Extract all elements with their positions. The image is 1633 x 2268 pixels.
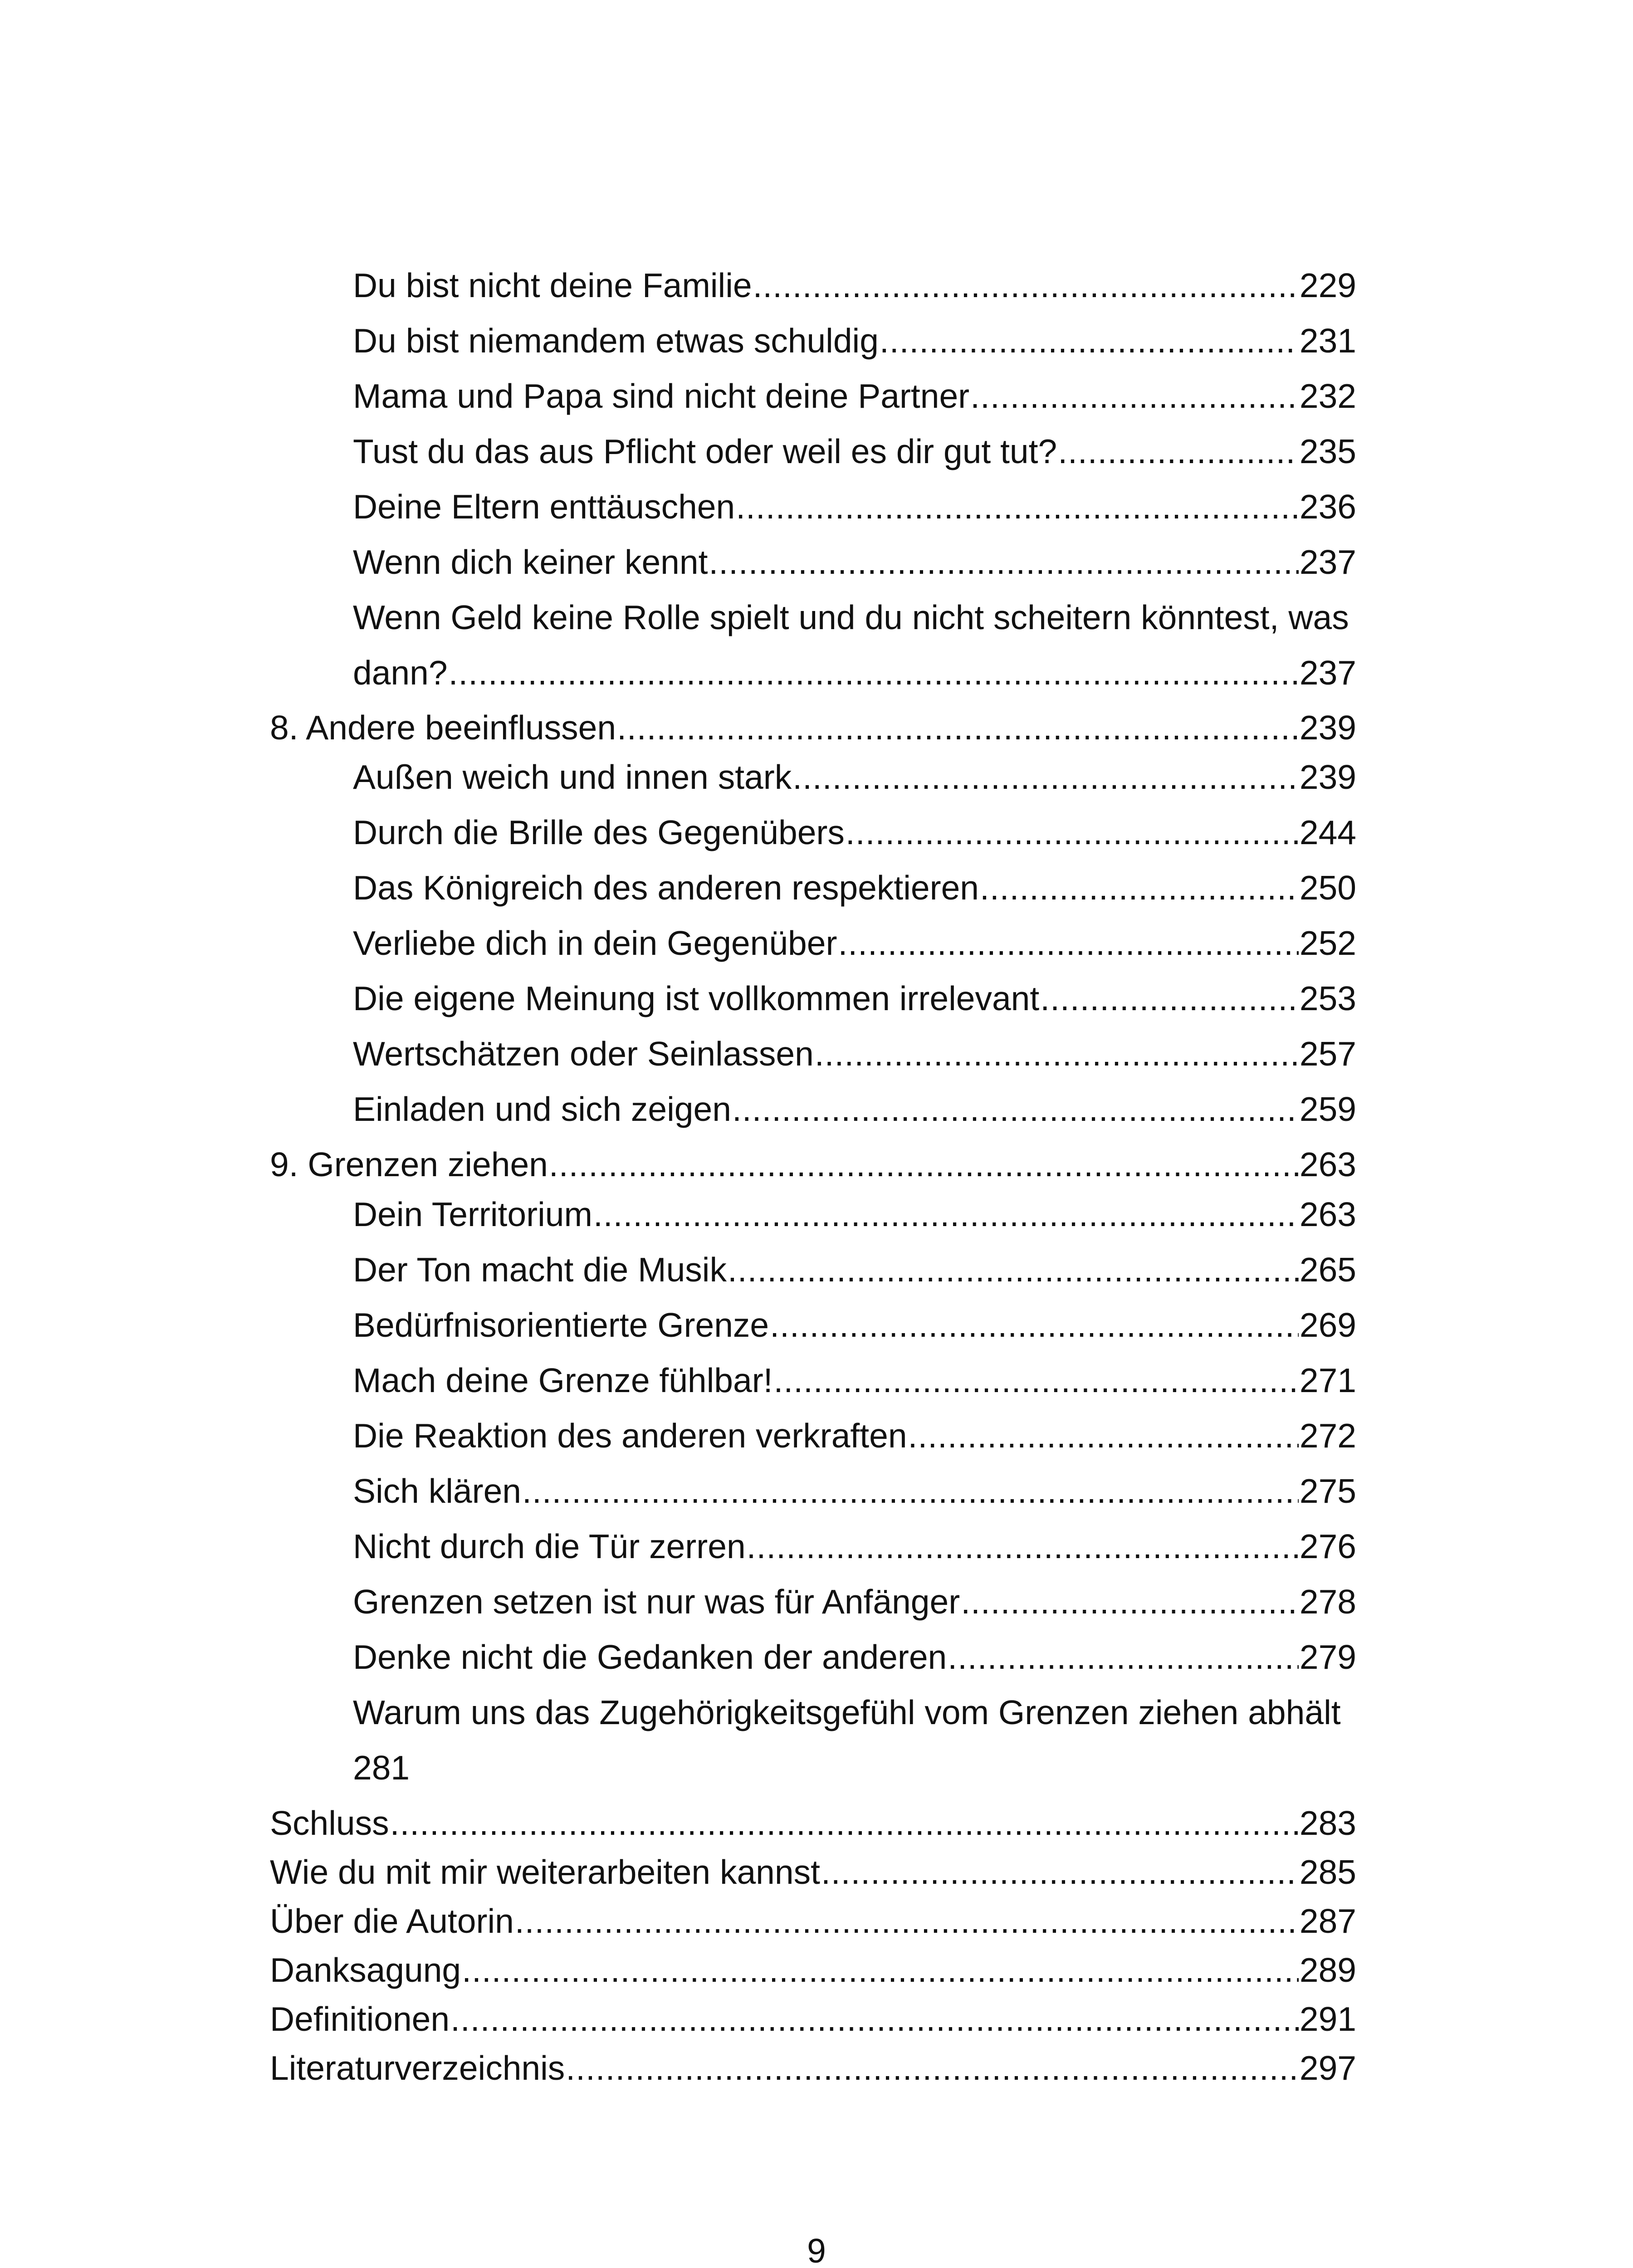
toc-entry-title: Grenzen setzen ist nur was für Anfänger bbox=[353, 1583, 960, 1621]
toc-dot-leader bbox=[815, 1037, 1299, 1071]
toc-entry-title: Das Königreich des anderen respektieren bbox=[353, 869, 979, 907]
toc-entry-page: 271 bbox=[1299, 1361, 1356, 1399]
toc-entry-title: Bedürfnisorientierte Grenze bbox=[353, 1306, 769, 1344]
toc-entry bbox=[353, 760, 1356, 794]
toc-entry-page: 235 bbox=[1299, 432, 1356, 470]
toc-entry-title: Wenn dich keiner kennt bbox=[353, 543, 708, 581]
toc-entry-page: 237 bbox=[1299, 543, 1356, 581]
toc-entry bbox=[353, 432, 1356, 470]
toc-entry bbox=[353, 490, 1356, 524]
toc-entry-page: 263 bbox=[1299, 1195, 1356, 1233]
toc-entry-page: 236 bbox=[1299, 488, 1356, 526]
toc-entry-page: 229 bbox=[1299, 266, 1356, 304]
toc-entry-title: Durch die Brille des Gegenübers bbox=[353, 813, 845, 851]
toc-entry-title: Dein Territorium bbox=[353, 1195, 592, 1233]
toc-dot-leader bbox=[770, 1308, 1299, 1342]
toc-entry bbox=[353, 926, 1356, 960]
toc-entry bbox=[353, 1585, 1356, 1619]
toc-entry bbox=[353, 813, 1356, 851]
toc-entry-page: 244 bbox=[1299, 813, 1356, 851]
toc-dot-leader bbox=[617, 711, 1299, 745]
toc-dot-leader bbox=[728, 1253, 1299, 1287]
toc-dot-leader bbox=[792, 760, 1299, 794]
toc-entry-page: 276 bbox=[1299, 1527, 1356, 1565]
toc-chapter bbox=[270, 2002, 1356, 2036]
toc-entry-title-line1: Warum uns das Zugehörigkeitsgefühl vom Grenzen ziehen abhält bbox=[353, 1693, 1341, 1731]
toc-entry-title: Du bist nicht deine Familie bbox=[353, 266, 752, 304]
toc-dot-leader bbox=[846, 816, 1299, 850]
toc-entry-title: Nicht durch die Tür zerren bbox=[353, 1527, 746, 1565]
toc-entry-title: Du bist niemandem etwas schuldig bbox=[353, 322, 879, 360]
toc-chapter-title: Schluss bbox=[270, 1804, 389, 1842]
toc-dot-leader bbox=[774, 1364, 1299, 1398]
toc-chapter bbox=[270, 1855, 1356, 1889]
toc-entry-page: 237 bbox=[1299, 654, 1356, 692]
toc-entry bbox=[353, 979, 1356, 1017]
toc-dot-leader bbox=[709, 545, 1298, 579]
toc-dot-leader bbox=[961, 1585, 1299, 1619]
toc-entry bbox=[353, 1361, 1356, 1399]
toc-chapter bbox=[270, 2051, 1356, 2085]
toc-chapter-title: Literaturverzeichnis bbox=[270, 2049, 565, 2087]
toc-entry-page: 285 bbox=[1299, 1853, 1356, 1891]
toc-entry bbox=[353, 656, 1356, 690]
toc-chapter bbox=[270, 1953, 1356, 1987]
toc-entry bbox=[353, 1253, 1356, 1287]
toc-chapter-title: Definitionen bbox=[270, 2000, 450, 2038]
toc-dot-leader bbox=[593, 1198, 1299, 1232]
toc-entry-title: Wertschätzen oder Seinlassen bbox=[353, 1035, 814, 1073]
toc-entry bbox=[353, 1092, 1356, 1126]
toc-entry bbox=[353, 266, 1356, 304]
page-number: 9 bbox=[807, 2232, 826, 2268]
toc-entry-wrapped-line bbox=[353, 1693, 1362, 1731]
toc-entry-page: 269 bbox=[1299, 1306, 1356, 1344]
toc-entry-title: Tust du das aus Pflicht oder weil es dir gut tut? bbox=[353, 432, 1057, 470]
toc-entry-title: Die Reaktion des anderen verkraften bbox=[353, 1417, 907, 1455]
toc-entry-title-line1: Wenn Geld keine Rolle spielt und du nicht scheitern könntest, was bbox=[353, 598, 1349, 636]
toc-entry-title: Deine Eltern enttäuschen bbox=[353, 488, 735, 526]
toc-entry-title: Einladen und sich zeigen bbox=[353, 1090, 731, 1128]
toc-entry-page: 283 bbox=[1299, 1804, 1356, 1842]
toc-dot-leader bbox=[449, 656, 1299, 690]
toc-entry-title-line2: dann? bbox=[353, 654, 448, 692]
toc-entry-page: 279 bbox=[1299, 1638, 1356, 1676]
toc-entry-page: 253 bbox=[1299, 979, 1356, 1017]
toc-entry bbox=[353, 1419, 1356, 1453]
toc-dot-leader bbox=[566, 2051, 1299, 2085]
toc-entry-title: Außen weich und innen stark bbox=[353, 758, 792, 796]
toc-dot-leader bbox=[908, 1419, 1299, 1453]
toc-chapter-title: Wie du mit mir weiterarbeiten kannst bbox=[270, 1853, 820, 1891]
toc-chapter bbox=[270, 1806, 1356, 1840]
toc-dot-leader bbox=[948, 1640, 1299, 1674]
toc-chapter bbox=[270, 1145, 1356, 1183]
toc-dot-leader bbox=[462, 1953, 1299, 1987]
toc-entry-title: Der Ton macht die Musik bbox=[353, 1251, 727, 1289]
toc-dot-leader bbox=[821, 1855, 1299, 1889]
toc-chapter-title: 9. Grenzen ziehen bbox=[270, 1145, 548, 1183]
toc-entry-page: 265 bbox=[1299, 1251, 1356, 1289]
toc-entry-page: 257 bbox=[1299, 1035, 1356, 1073]
toc-entry-page: 297 bbox=[1299, 2049, 1356, 2087]
toc-entry-page: 263 bbox=[1299, 1145, 1356, 1183]
toc-entry bbox=[353, 1474, 1356, 1508]
toc-entry-page: 287 bbox=[1299, 1902, 1356, 1940]
toc-entry-page: 250 bbox=[1299, 869, 1356, 907]
toc-chapter-title: Über die Autorin bbox=[270, 1902, 514, 1940]
toc-entry-page: 278 bbox=[1299, 1583, 1356, 1621]
toc-dot-leader bbox=[970, 379, 1299, 413]
toc-entry-page: 231 bbox=[1299, 322, 1356, 360]
toc-entry bbox=[353, 545, 1356, 579]
toc-entry-page: 289 bbox=[1299, 1951, 1356, 1989]
toc-entry-page: 252 bbox=[1299, 924, 1356, 962]
toc-dot-leader bbox=[522, 1474, 1299, 1508]
toc-entry bbox=[353, 1527, 1356, 1565]
toc-dot-leader bbox=[450, 2002, 1299, 2036]
toc-dot-leader bbox=[732, 1092, 1299, 1126]
toc-entry-page: 272 bbox=[1299, 1417, 1356, 1455]
toc-entry-title: Die eigene Meinung ist vollkommen irrelevant bbox=[353, 979, 1040, 1017]
toc-chapter-title: Danksagung bbox=[270, 1951, 461, 1989]
toc-dot-leader bbox=[838, 926, 1298, 960]
toc-dot-leader bbox=[549, 1148, 1299, 1182]
toc-dot-leader bbox=[390, 1806, 1299, 1840]
toc-dot-leader bbox=[1058, 435, 1299, 469]
toc-entry-page: 259 bbox=[1299, 1090, 1356, 1128]
toc-entry-title: Sich klären bbox=[353, 1472, 522, 1510]
toc-entry bbox=[353, 1751, 1356, 1785]
toc-dot-leader bbox=[736, 490, 1299, 524]
toc-entry bbox=[353, 1037, 1356, 1071]
toc-entry bbox=[353, 1195, 1356, 1233]
toc-chapter-title: 8. Andere beeinflussen bbox=[270, 709, 616, 747]
toc-dot-leader bbox=[515, 1904, 1299, 1938]
toc-entry bbox=[353, 379, 1356, 413]
toc-entry-title: Mama und Papa sind nicht deine Partner bbox=[353, 377, 970, 415]
toc-dot-leader bbox=[1040, 982, 1299, 1016]
toc-chapter bbox=[270, 711, 1356, 745]
toc-entry-page: 239 bbox=[1299, 758, 1356, 796]
toc-dot-leader bbox=[880, 324, 1299, 358]
toc-entry-wrapped-line bbox=[353, 598, 1362, 636]
toc-entry-title: Denke nicht die Gedanken der anderen bbox=[353, 1638, 947, 1676]
toc-dot-leader bbox=[980, 871, 1299, 905]
toc-entry-page: 239 bbox=[1299, 709, 1356, 747]
toc-entry bbox=[353, 1308, 1356, 1342]
toc-dot-leader bbox=[747, 1530, 1299, 1564]
toc-entry-title-line2: 281 bbox=[353, 1749, 410, 1787]
toc-entry-page: 291 bbox=[1299, 2000, 1356, 2038]
toc-entry bbox=[353, 324, 1356, 358]
toc-entry bbox=[353, 1640, 1356, 1674]
toc-dot-leader bbox=[753, 269, 1299, 303]
toc-entry-title: Mach deine Grenze fühlbar! bbox=[353, 1361, 773, 1399]
toc-entry-page: 275 bbox=[1299, 1472, 1356, 1510]
toc-chapter bbox=[270, 1904, 1356, 1938]
toc-entry bbox=[353, 871, 1356, 905]
toc-entry-page: 232 bbox=[1299, 377, 1356, 415]
toc-entry-title: Verliebe dich in dein Gegenüber bbox=[353, 924, 837, 962]
